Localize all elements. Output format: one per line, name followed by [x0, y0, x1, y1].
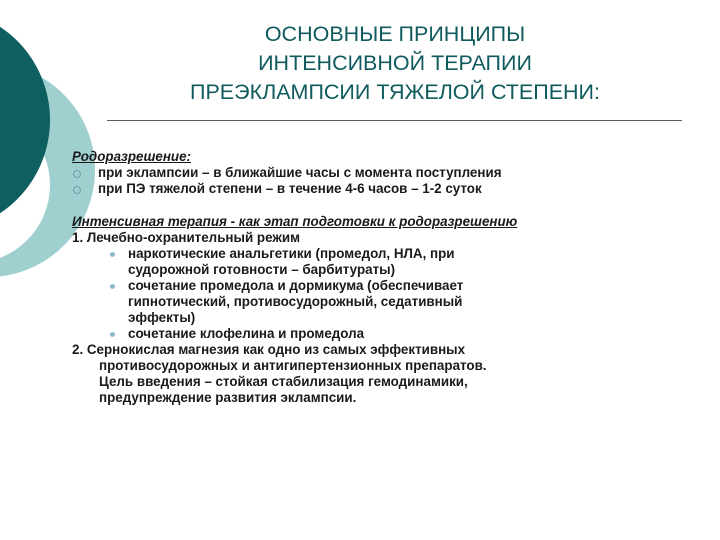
dot-bullet-icon	[110, 332, 115, 337]
therapy-point-2-line-4: предупреждение развития эклампсии.	[99, 390, 357, 405]
therapy-heading: Интенсивная терапия - как этап подготовки к родоразрешению	[72, 214, 518, 229]
sub-item-3	[72, 326, 712, 342]
delivery-item-2-text: при ПЭ тяжелой степени – в течение 4-6 часов – 1-2 суток	[98, 181, 482, 196]
therapy-point-1: 1. Лечебно-охранительный режим	[72, 230, 300, 245]
sub-item-1-line-2: судорожной готовности – барбитураты)	[128, 262, 396, 277]
slide-title	[100, 20, 690, 107]
therapy-point-2-line-3: Цель введения – стойкая стабилизация гемодинамики,	[99, 374, 468, 389]
delivery-item-2	[72, 181, 712, 197]
slide-body	[72, 149, 712, 406]
sub-item-2-line-1: сочетание промедола и дормикума (обеспечивает	[128, 278, 464, 293]
sub-item-3-line-1: сочетание клофелина и промедола	[128, 326, 365, 341]
dot-bullet-icon	[110, 284, 115, 289]
sub-item-2-line-2: гипнотический, противосудорожный, седативный	[128, 294, 463, 309]
sub-item-2	[72, 278, 712, 294]
title-line-3: ПРЕЭКЛАМПСИИ ТЯЖЕЛОЙ СТЕПЕНИ:	[189, 80, 600, 104]
delivery-item-1-text: при эклампсии – в ближайшие часы с момента поступления	[98, 165, 502, 180]
title-line-1: ОСНОВНЫЕ ПРИНЦИПЫ	[264, 22, 526, 46]
title-underline	[107, 120, 682, 121]
therapy-point-2-line-2: противосудорожных и антигипертензионных препаратов.	[99, 358, 487, 373]
delivery-item-1	[72, 165, 712, 181]
therapy-point-2: 2. Сернокислая магнезия как одно из самых эффективных	[72, 342, 466, 357]
delivery-heading: Родоразрешение:	[72, 149, 192, 164]
ring-bullet-icon	[73, 170, 81, 178]
dot-bullet-icon	[110, 252, 115, 257]
sub-item-2-line-3: эффекты)	[128, 310, 196, 325]
ring-bullet-icon	[73, 186, 81, 194]
sub-item-1	[72, 246, 712, 262]
sub-item-1-line-1: наркотические анальгетики (промедол, НЛА, при	[128, 246, 455, 261]
title-line-2: ИНТЕНСИВНОЙ ТЕРАПИИ	[258, 51, 532, 75]
